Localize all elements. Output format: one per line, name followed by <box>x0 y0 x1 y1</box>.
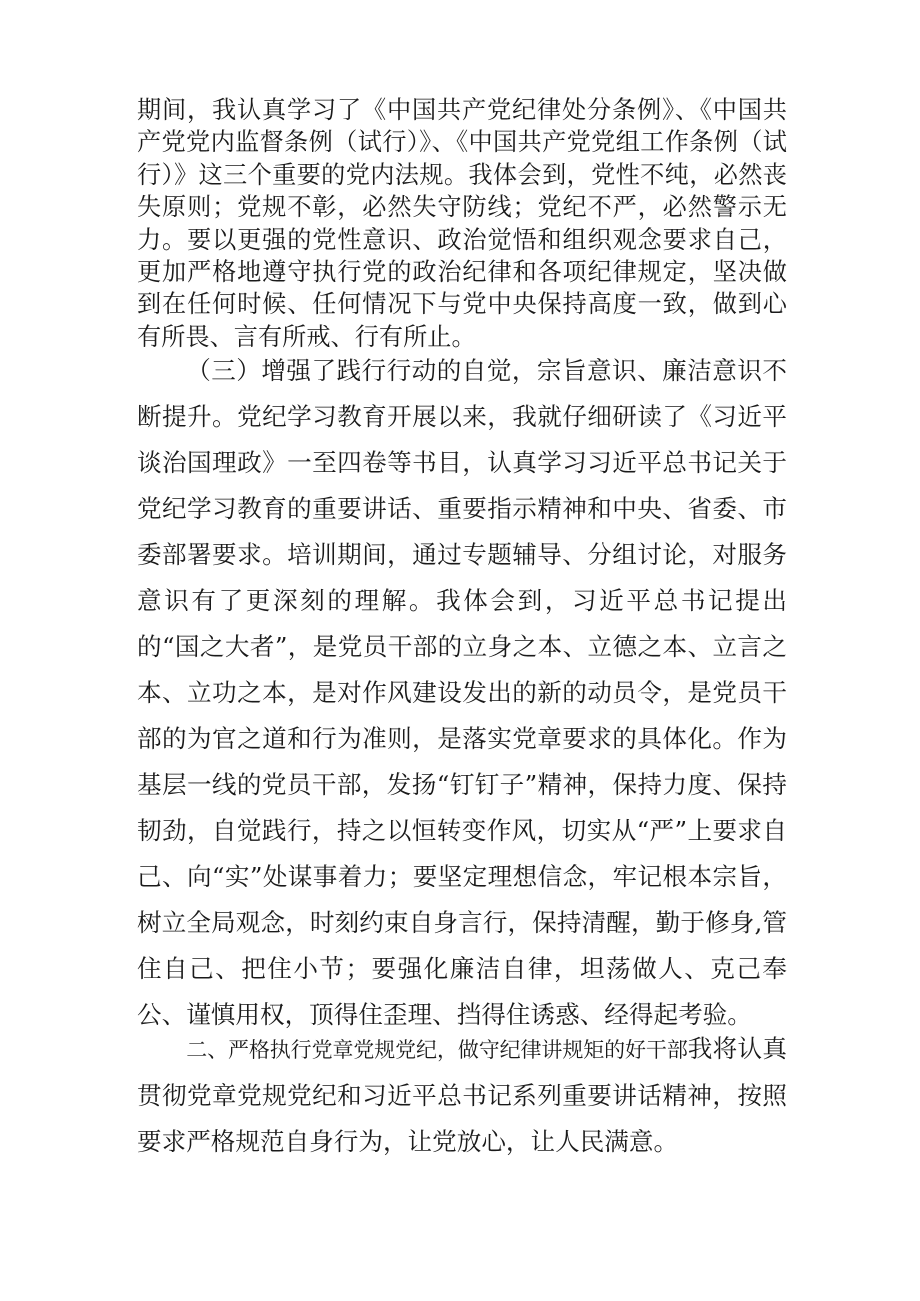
section-2-body: 我将认真贯彻党章党规党纪和习近平总书记系列重要讲话精神，按照要求严格规范自身行为，让党放心，让人民满意。 <box>137 1034 787 1156</box>
body-paragraph-1: 期间，我认真学习了《中国共产党纪律处分条例》、《中国共产党党内监督条例（试行）》、《中国共产党党组工作条例（试行）》这三个重要的党内法规。我体会到，党性不纯，必然丧失原则；党规不彰，必然失守防线；党纪不严，必然警示无力。要以更强的党性意识、政治觉悟和组织观念要求自己，更加严格地遵守执行党的政治纪律和各项纪律规定，坚决做到在任何时候、任何情况下与党中央保持高度一致，做到心有所畏、言有所戒、行有所止。 <box>137 96 787 351</box>
body-paragraph-2: （三）增强了践行行动的自觉，宗旨意识、廉洁意识不断提升。党纪学习教育开展以来，我就仔细研读了《习近平谈治国理政》一至四卷等书目，认真学习习近平总书记关于党纪学习教育的重要讲话、重要指示精神和中央、省委、市委部署要求。培训期间，通过专题辅导、分组讨论，对服务意识有了更深刻的理解。我体会到，习近平总书记提出的“国之大者”，是党员干部的立身之本、立德之本、立言之本、立功之本，是对作风建设发出的新的动员令，是党员干部的为官之道和行为准则，是落实党章要求的具体化。作为基层一线的党员干部，发扬“钉钉子”精神，保持力度、保持韧劲，自觉践行，持之以恒转变作风，切实从“严”上要求自己、向“实”处谋事着力；要坚定理想信念，牢记根本宗旨，树立全局观念，时刻约束自身言行，保持清醒，勤于修身,管住自己、把住小节；要强化廉洁自律，坦荡做人、克己奉公、谨慎用权，顶得住歪理、挡得住诱惑、经得起考验。 <box>137 356 787 1029</box>
section-2-paragraph <box>137 1026 787 1165</box>
section-heading: 二、严格执行党章党规党纪，做守纪律讲规矩的好干部 <box>186 1038 688 1062</box>
